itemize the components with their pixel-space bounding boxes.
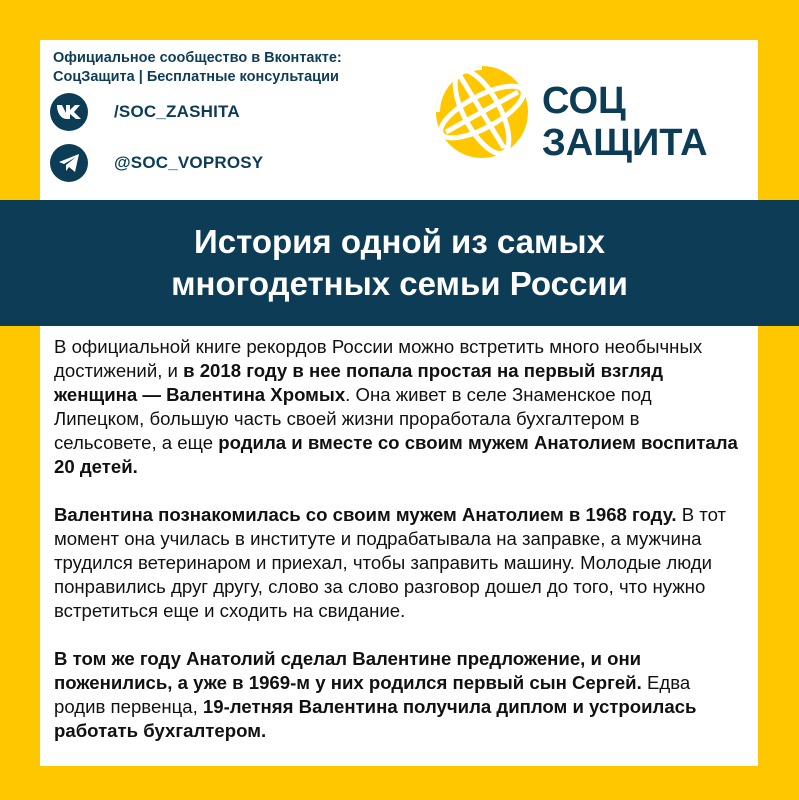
highlighted-text: Валентина познакомилась со своим мужем Анатолием в 1968 году. bbox=[54, 504, 677, 525]
logo-text bbox=[542, 80, 708, 164]
soc-zashita-logo bbox=[432, 62, 742, 182]
vk-handle: /SOC_ZASHITA bbox=[114, 102, 240, 121]
body-text: . Она живет в селе Знаменское под Липецком, большую часть своей жизни проработала бухгалтером в сельсовете, а еще bbox=[54, 384, 652, 453]
telegram-handle: @SOC_VOPROSY bbox=[114, 153, 264, 172]
article-body bbox=[40, 326, 758, 743]
title-line-2: многодетных семьи России bbox=[171, 265, 628, 302]
article-paragraph-3 bbox=[54, 647, 744, 743]
telegram-link[interactable] bbox=[50, 144, 263, 182]
community-line-1: Официальное сообщество в Вконтакте: bbox=[53, 50, 342, 66]
highlighted-text: родила и вместе со своим мужем Анатолием воспитала 20 детей. bbox=[54, 432, 738, 477]
title-line-1: История одной из самых bbox=[194, 223, 605, 260]
body-text: Едва родив первенца, bbox=[54, 672, 691, 717]
title-banner bbox=[0, 200, 799, 326]
logo-line-1: СОЦ bbox=[542, 80, 626, 122]
highlighted-text: В том же году Анатолий сделал Валентине предложение, и они поженились, а уже в 1969-м у них родился первый сын Сергей. bbox=[54, 648, 642, 693]
article-card bbox=[40, 326, 758, 766]
body-text: В тот момент она училась в институте и подрабатывала на заправке, а мужчина трудился ветеринаром и приехал, чтобы заправить машину. Молодые люди понравились друг другу, слово за слово разговор дошел до того, что нужно встретиться еще и сходить на свидание. bbox=[54, 504, 727, 621]
community-line-2: СоцЗащита | Бесплатные консультации bbox=[53, 69, 339, 85]
vk-icon bbox=[50, 93, 88, 131]
header-card bbox=[40, 40, 758, 200]
globe-icon bbox=[432, 62, 532, 162]
highlighted-text: 19-летняя Валентина получила диплом и устроилась работать бухгалтером. bbox=[54, 696, 697, 741]
article-paragraph-1 bbox=[54, 335, 744, 479]
highlighted-text: в 2018 году в нее попала простая на первый взгляд женщина — Валентина Хромых bbox=[54, 360, 664, 405]
logo-line-2: ЗАЩИТА bbox=[542, 122, 708, 164]
telegram-icon bbox=[50, 144, 88, 182]
vk-link[interactable] bbox=[50, 93, 240, 131]
article-paragraph-2 bbox=[54, 503, 744, 623]
body-text: В официальной книге рекордов России можно встретить много необычных достижений, и bbox=[54, 336, 703, 381]
community-info bbox=[53, 49, 342, 87]
